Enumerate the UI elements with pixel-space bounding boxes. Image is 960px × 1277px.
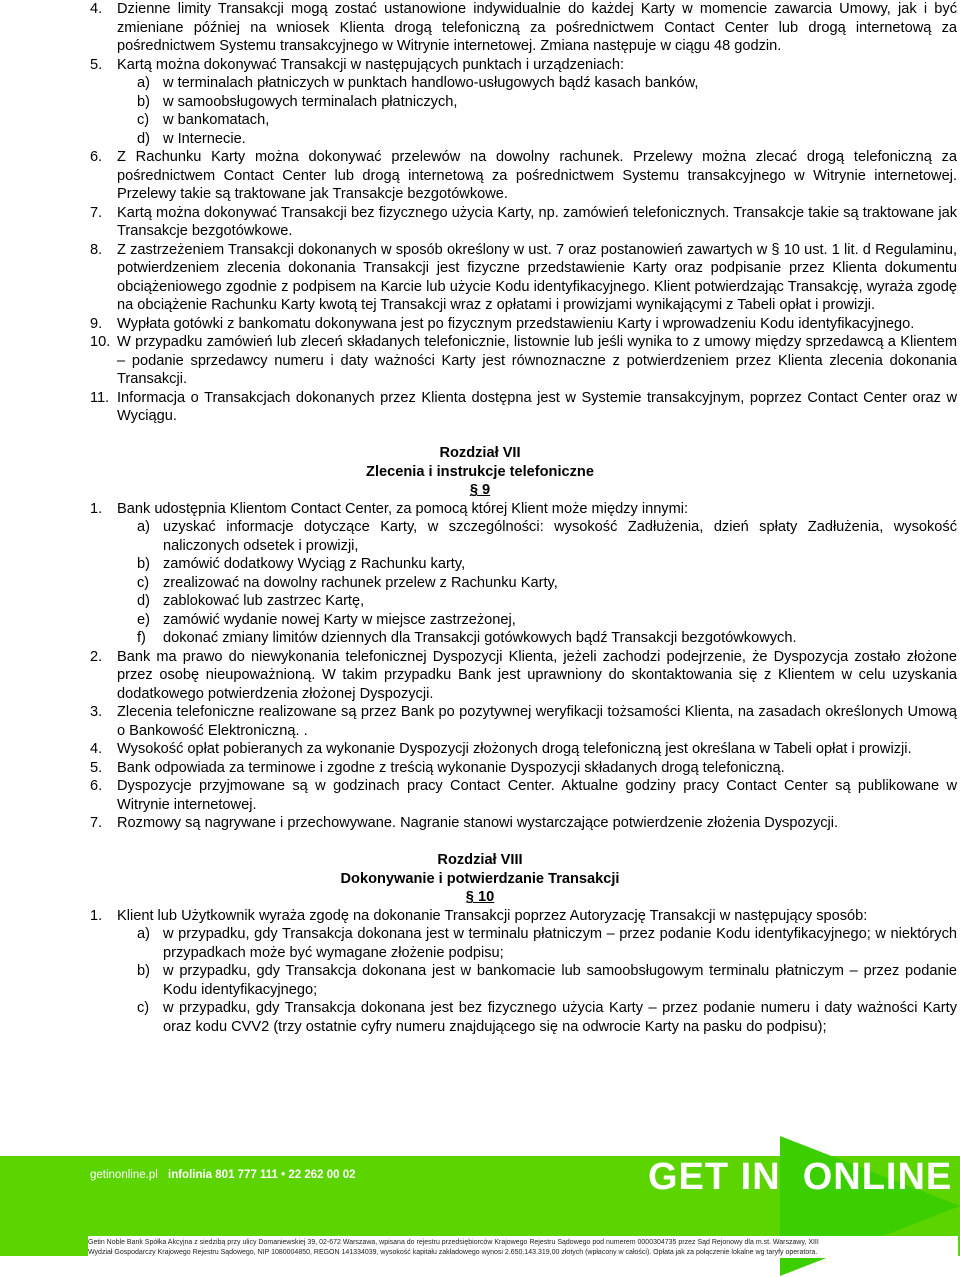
sub-item-letter: f) xyxy=(137,630,146,646)
item-number: 6. xyxy=(90,778,103,794)
chapter-title: Rozdział VII xyxy=(439,445,521,461)
sub-item xyxy=(0,611,960,630)
list-item xyxy=(0,648,960,704)
sub-item-text: w przypadku, gdy Transakcja dokonana jest w bankomacie lub samoobsługowym terminalu płatniczym – przez podanie Kodu identyfikacyjnego; xyxy=(163,963,957,998)
sub-item-letter: a) xyxy=(137,519,150,535)
item-number: 3. xyxy=(90,704,103,720)
sub-item xyxy=(0,574,960,593)
sub-item-letter: a) xyxy=(137,75,150,91)
sub-item-text: zamówić dodatkowy Wyciąg z Rachunku karty, xyxy=(163,556,466,572)
list-item xyxy=(0,56,960,75)
sub-item-text: w bankomatach, xyxy=(163,112,270,128)
sub-item-letter: e) xyxy=(137,611,150,628)
sub-item-text: w terminalach płatniczych w punktach handlowo-usługowych bądź kasach banków, xyxy=(163,75,699,91)
sub-item xyxy=(0,93,960,112)
sub-item-text: w przypadku, gdy Transakcja dokonana jest w terminalu płatniczym – przez podanie Kodu identyfikacyjnego; w niektórych przypadkach może być wymagane złożenie podpisu; xyxy=(163,926,957,961)
item-number: 2. xyxy=(90,648,103,665)
sub-item-letter: c) xyxy=(137,1000,150,1016)
item-text: Bank ma prawo do niewykonania telefonicznej Dyspozycji Klienta, jeżeli zachodzi podejrzenie, że Dyspozycja zostało złożone przez osobę nieupoważnioną. W takim przypadku Bank jest uprawniony do skontaktowania się z Klientem w celu uzyskania dodatkowego potwierdzenia złożonej Dyspozycji. xyxy=(117,648,957,702)
numbered-list xyxy=(0,0,960,74)
item-number: 11. xyxy=(90,389,110,406)
sub-item-letter: d) xyxy=(137,593,150,609)
sub-item xyxy=(0,555,960,574)
sub-item-text: zablokować lub zastrzec Kartę, xyxy=(163,593,365,609)
sub-item xyxy=(0,629,960,648)
sub-item xyxy=(0,962,960,999)
sub-item-text: zamówić wydanie nowej Karty w miejsce zastrzeżonej, xyxy=(163,611,516,628)
item-text: Wypłata gotówki z bankomatu dokonywana jest po fizycznym przedstawieniu Karty i wprowadzeniu Kodu identyfikacyjnego. xyxy=(117,315,915,332)
website-link[interactable]: getinonline.pl xyxy=(90,1169,158,1181)
sub-item xyxy=(0,111,960,130)
item-number: 5. xyxy=(90,56,103,73)
list-item: 1. Bank udostępnia Klientom Contact Center, za pomocą której Klient może między innymi: xyxy=(90,500,689,517)
item-text: Wysokość opłat pobieranych za wykonanie Dyspozycji złożonych drogą telefoniczną jest określana w Tabeli opłat i prowizji. xyxy=(117,741,912,757)
sub-item-letter: a) xyxy=(137,926,150,942)
list-item xyxy=(0,777,960,814)
item-number: 10. xyxy=(90,334,111,350)
item-number: 4. xyxy=(90,1,103,17)
item-number: 7. xyxy=(90,815,103,831)
chapter-title: Rozdział VIII xyxy=(437,852,523,868)
sub-item-text: zrealizować na dowolny rachunek przelew z Rachunku Karty, xyxy=(163,574,558,591)
item-text: Kartą można dokonywać Transakcji bez fizycznego użycia Karty, np. zamówień telefonicznych. Transakcje takie są traktowane jak Transakcje bezgotówkowe. xyxy=(117,204,957,239)
sub-item xyxy=(0,130,960,149)
item-text: W przypadku zamówień lub zleceń składanych telefonicznie, listownie lub jeśli wynika to z umowy między sprzedawcą a Klientem – podanie sprzedawcy numeru i daty ważności Karty jest równoznaczne z potwierdzeniem przez Klienta zlecenia dokonania Transakcji. xyxy=(117,334,957,387)
list-item xyxy=(0,703,960,740)
item-text: Kartą można dokonywać Transakcji w następujących punktach i urządzeniach: xyxy=(117,56,624,73)
item-text: Rozmowy są nagrywane i przechowywane. Nagranie stanowi wystarczające potwierdzenie złożenia Dyspozycji. xyxy=(117,815,839,831)
item-text: Bank odpowiada za terminowe i zgodne z treścią wykonanie Dyspozycji składanych drogą telefoniczną. xyxy=(117,759,785,776)
sub-item-text: w samoobsługowych terminalach płatniczych, xyxy=(163,93,458,110)
footer xyxy=(0,1136,960,1277)
item-text: Z zastrzeżeniem Transakcji dokonanych w sposób określony w ust. 7 oraz postanowień zawartych w § 10 ust. 1 lit. d Regulaminu, potwierdzeniem zlecenia dokonania Transakcji jest fizyczne przedstawienie Karty oraz podpisanie przez Klienta dokumentu obciążeniowego zgodnie z podpisem na Karcie lub użycie Kodu identyfikacyjnego. Klient potwierdzając Transakcję, wyraża zgodę na obciążenie Rachunku Karty kwotą tej Transakcji wraz z opłatami i prowizjami wynikającymi z Tabeli opłat i prowizji. xyxy=(117,241,957,313)
item-text: Informacja o Transakcjach dokonanych przez Klienta dostępna jest w Systemie transakcyjnym, poprzez Contact Center oraz w Wyciągu. xyxy=(117,389,957,424)
list-item xyxy=(0,241,960,315)
sub-item-letter: b) xyxy=(137,93,150,110)
item-text: Z Rachunku Karty można dokonywać przelewów na dowolny rachunek. Przelewy można zlecać drogą telefoniczną za pośrednictwem Contact Center lub drogą internetową za pośrednictwem Systemu transakcyjnego w Witrynie internetowej. Przelewy takie są traktowane jak Transakcje bezgotówkowe. xyxy=(117,149,957,202)
list-item xyxy=(0,759,960,778)
chapter-subtitle: Dokonywanie i potwierdzanie Transakcji xyxy=(340,870,620,887)
sub-item-letter: d) xyxy=(137,130,150,147)
item-text: Zlecenia telefoniczne realizowane są przez Bank po pozytywnej weryfikacji tożsamości Klienta, na zasadach określonych Umową o Bankowość Elektroniczną. . xyxy=(117,704,957,739)
sub-item-text: w Internecie. xyxy=(163,130,246,147)
list-item xyxy=(0,204,960,241)
sub-item-text: dokonać zmiany limitów dziennych dla Transakcji gotówkowych bądź Transakcji bezgotówkowych. xyxy=(163,630,797,646)
item-number: 7. xyxy=(90,204,103,221)
sub-item-text: uzyskać informacje dotyczące Karty, w szczególności: wysokość Zadłużenia, dzień spłaty Zadłużenia, wysokość naliczonych odsetek i prowizji, xyxy=(163,519,957,554)
sub-item xyxy=(0,518,960,555)
paragraph-number: § 9 xyxy=(469,482,491,498)
list-item xyxy=(0,148,960,204)
chapter-subtitle: Zlecenia i instrukcje telefoniczne xyxy=(366,463,594,480)
item-number: 9. xyxy=(90,315,103,332)
item-number: 5. xyxy=(90,759,103,776)
list-item: 1. Klient lub Użytkownik wyraża zgodę na dokonanie Transakcji poprzez Autoryzację Transakcji w następujący sposób: xyxy=(90,907,868,924)
sub-item xyxy=(0,999,960,1036)
sub-list xyxy=(0,925,960,1036)
sub-item-text: w przypadku, gdy Transakcja dokonana jest bez fizycznego użycia Karty – przez podanie numeru i daty ważności Karty oraz kodu CVV2 (trzy ostatnie cyfry numeru znajdującego się na odwrocie Karty na pasku do podpisu); xyxy=(163,1000,957,1035)
list-item xyxy=(0,389,960,426)
sub-item-letter: b) xyxy=(137,556,150,572)
list-item xyxy=(0,740,960,759)
list-item xyxy=(0,315,960,334)
item-number: 8. xyxy=(90,241,103,258)
sub-item-letter: c) xyxy=(137,574,150,591)
paragraph-number: § 10 xyxy=(465,889,495,905)
legal-notice: Getin Noble Bank Spółka Akcyjna z siedzibą przy ulicy Domaniewskiej 39, 02-672 Warszawa, wpisana do rejestru przedsiębiorców Krajowego Rejestru Sądowego pod numerem 0000304735 przez Sąd Rejonowy dla m.st. Warszawy, XIII Wydział Gospodarczy Krajowego Rejestru Sądowego, NIP 1080004850, REGON 141334039, wysokość kapitału zakładowego wynosi 2.650.143.319,00 złotych (wpłacony w całości). Opłata jak za połączenie lokalne wg taryfy operatora. xyxy=(88,1236,958,1258)
numbered-list xyxy=(0,148,960,426)
list-item xyxy=(0,0,960,56)
sub-item xyxy=(0,74,960,93)
sub-item xyxy=(0,925,960,962)
sub-list xyxy=(0,518,960,648)
sub-item-letter: c) xyxy=(137,112,150,128)
item-number: 4. xyxy=(90,741,103,757)
item-text: Dzienne limity Transakcji mogą zostać ustanowione indywidualnie do każdej Karty w momencie zawarcia Umowy, jak i być zmieniane później na wniosek Klienta drogą telefoniczną za pośrednictwem Contact Center lub drogą internetową za pośrednictwem Systemu transakcyjnego w Witrynie internetowej. Zmiana następuje w ciągu 48 godzin. xyxy=(117,1,957,54)
item-number: 6. xyxy=(90,149,103,165)
item-text: Dyspozycje przyjmowane są w godzinach pracy Contact Center. Aktualne godziny pracy Contact Center są publikowane w Witrynie internetowej. xyxy=(117,778,957,813)
list-item xyxy=(0,333,960,389)
numbered-list xyxy=(0,648,960,833)
hotline-text: infolinia 801 777 111 • 22 262 00 02 xyxy=(168,1169,356,1181)
sub-list xyxy=(0,74,960,148)
brand-logo: GET IN ONLINE xyxy=(648,1156,953,1198)
sub-item xyxy=(0,592,960,611)
sub-item-letter: b) xyxy=(137,963,150,979)
list-item xyxy=(0,814,960,833)
